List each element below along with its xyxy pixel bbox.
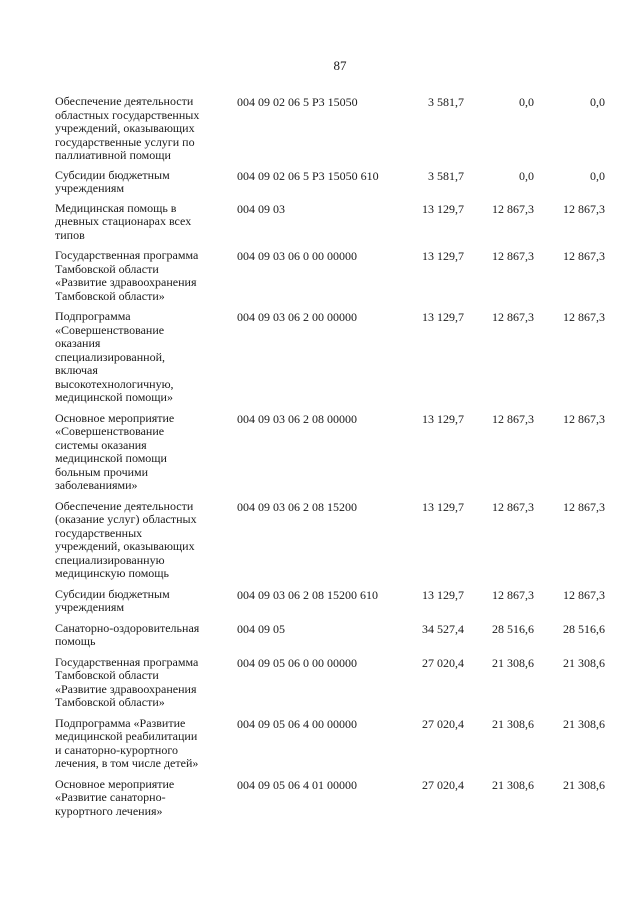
- row-value-3: 12 867,3: [563, 411, 605, 426]
- row-value-3: 12 867,3: [563, 499, 605, 514]
- row-value-2: 12 867,3: [492, 499, 534, 514]
- table-row: [0, 656, 640, 710]
- table-row: [0, 778, 640, 819]
- table-row: [0, 202, 640, 243]
- row-value-2: 21 308,6: [492, 716, 534, 731]
- row-value-1: 13 129,7: [422, 499, 464, 514]
- row-value-1: 13 129,7: [422, 201, 464, 216]
- row-name: Обеспечение деятельности областных государственных учреждений, оказывающих государственные услуги по паллиативной помощи: [55, 94, 200, 162]
- row-value-2: 21 308,6: [492, 777, 534, 792]
- row-value-1: 13 129,7: [422, 310, 464, 324]
- row-code: 004 09 02 06 5 Р3 15050 610: [237, 168, 379, 183]
- row-name: Подпрограмма «Совершенствование оказания специализированной, включая высокотехнологичную, медицинской помощи»: [55, 309, 174, 404]
- table-row: [0, 717, 640, 771]
- row-code: 004 09 05: [237, 621, 285, 636]
- row-value-2: 12 867,3: [492, 201, 534, 216]
- row-code: 004 09 05 06 4 00 00000: [237, 716, 357, 731]
- row-name: Основное мероприятие «Развитие санаторно-курортного лечения»: [55, 776, 175, 818]
- table-row: [0, 249, 640, 303]
- row-value-3: 12 867,3: [563, 201, 605, 216]
- row-name: Государственная программа Тамбовской области «Развитие здравоохранения Тамбовской области»: [55, 248, 199, 303]
- row-name: Основное мероприятие «Совершенствование системы оказания медицинской помощи больным прочими заболеваниями»: [55, 410, 175, 492]
- row-value-2: 12 867,3: [492, 411, 534, 426]
- table-row: [0, 412, 640, 493]
- row-value-1: 27 020,4: [422, 777, 464, 792]
- row-value-3: 12 867,3: [563, 310, 605, 324]
- row-value-3: 21 308,6: [563, 777, 605, 792]
- table-row: [0, 95, 640, 163]
- row-value-3: 0,0: [590, 95, 605, 109]
- row-name: Субсидии бюджетным учреждениям: [55, 167, 170, 195]
- table-row: [0, 169, 640, 196]
- row-value-3: 12 867,3: [563, 587, 605, 602]
- row-name: Обеспечение деятельности (оказание услуг) областных государственных учреждений, оказывающих специализированную медицинскую помощь: [55, 498, 197, 580]
- row-value-2: 12 867,3: [492, 310, 534, 324]
- row-value-2: 28 516,6: [492, 621, 534, 636]
- row-value-2: 12 867,3: [492, 249, 534, 263]
- row-value-1: 13 129,7: [422, 249, 464, 263]
- row-value-1: 27 020,4: [422, 716, 464, 731]
- row-value-3: 21 308,6: [563, 655, 605, 670]
- row-code: 004 09 03 06 2 08 15200: [237, 499, 357, 514]
- row-value-2: 12 867,3: [492, 587, 534, 602]
- row-name: Санаторно-оздоровительная помощь: [55, 620, 200, 648]
- row-value-1: 13 129,7: [422, 411, 464, 426]
- row-value-1: 13 129,7: [422, 587, 464, 602]
- row-value-2: 0,0: [519, 168, 534, 183]
- table-row: [0, 310, 640, 405]
- budget-table: [0, 95, 640, 818]
- row-value-2: 0,0: [519, 95, 534, 109]
- row-value-1: 3 581,7: [428, 168, 464, 183]
- row-value-1: 3 581,7: [428, 95, 464, 109]
- row-value-3: 12 867,3: [563, 249, 605, 263]
- table-row: [0, 588, 640, 615]
- row-code: 004 09 03 06 2 00 00000: [237, 310, 357, 324]
- row-code: 004 09 03: [237, 201, 285, 216]
- row-value-3: 21 308,6: [563, 716, 605, 731]
- row-code: 004 09 05 06 4 01 00000: [237, 777, 357, 792]
- page-number: 87: [333, 58, 347, 73]
- row-code: 004 09 03 06 2 08 15200 610: [237, 587, 378, 602]
- row-value-1: 27 020,4: [422, 655, 464, 670]
- row-code: 004 09 02 06 5 Р3 15050: [237, 95, 358, 109]
- row-value-3: 28 516,6: [563, 621, 605, 636]
- row-name: Государственная программа Тамбовской области «Развитие здравоохранения Тамбовской области»: [55, 654, 199, 709]
- row-code: 004 09 03 06 2 08 00000: [237, 411, 357, 426]
- row-value-1: 34 527,4: [422, 621, 464, 636]
- row-name: Субсидии бюджетным учреждениям: [55, 586, 170, 614]
- row-value-3: 0,0: [590, 168, 605, 183]
- row-value-2: 21 308,6: [492, 655, 534, 670]
- table-row: [0, 500, 640, 581]
- table-row: [0, 622, 640, 649]
- row-code: 004 09 05 06 0 00 00000: [237, 655, 357, 670]
- row-code: 004 09 03 06 0 00 00000: [237, 249, 357, 263]
- row-name: Медицинская помощь в дневных стационарах всех типов: [55, 200, 192, 242]
- row-name: Подпрограмма «Развитие медицинской реабилитации и санаторно-курортного лечения, в том числе детей»: [55, 715, 199, 770]
